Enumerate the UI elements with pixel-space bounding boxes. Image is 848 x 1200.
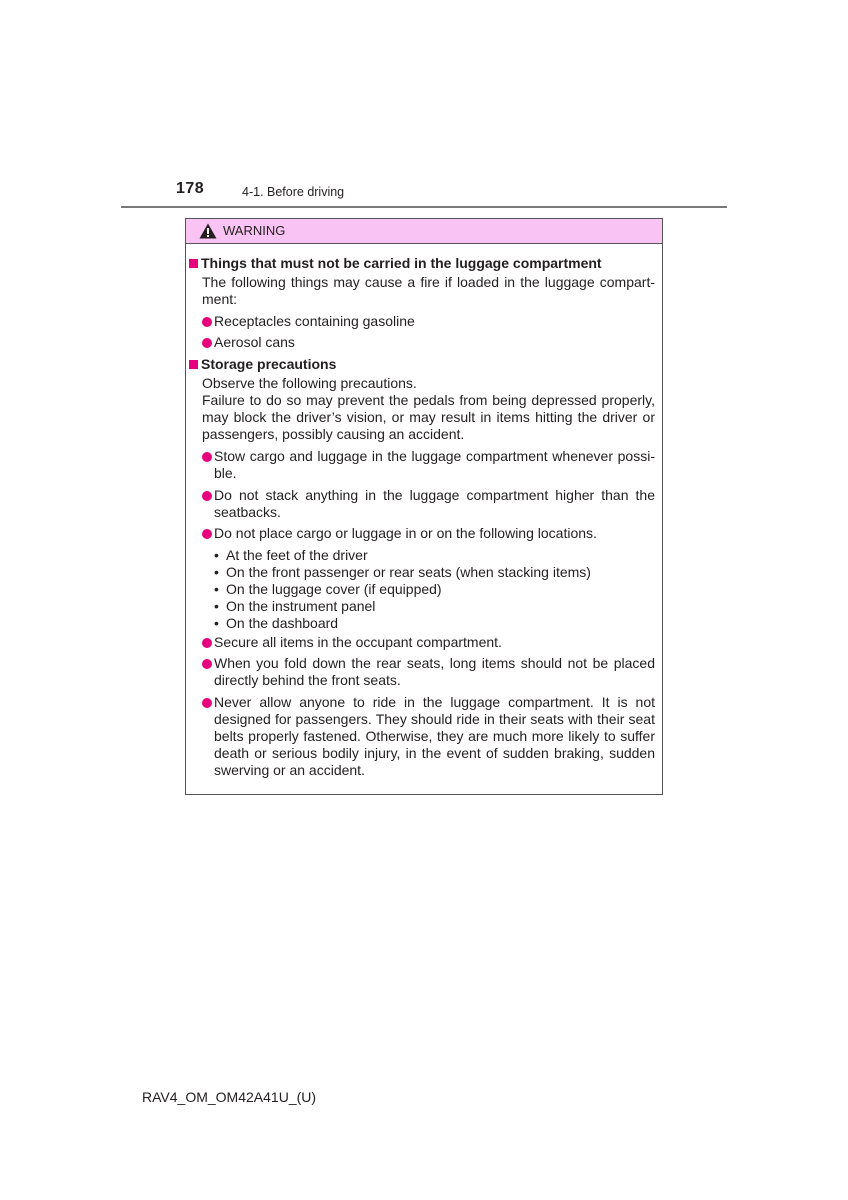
circle-bullet-icon [202,452,212,462]
paragraph-line: may block the driver’s vision, or may result in items hitting the driver or [202,409,655,425]
list-item [202,487,214,504]
list-item [202,525,597,542]
circle-bullet-icon [202,638,212,648]
sub-list-item: • At the feet of the driver [214,547,368,563]
list-item-text: Secure all items in the occupant compartment. [214,634,502,650]
list-item [202,655,214,672]
intro-line: ment: [202,291,238,307]
sub-list-item-text: On the luggage cover (if equipped) [226,581,442,597]
document-code: RAV4_OM_OM42A41U_(U) [142,1089,317,1105]
list-item [202,694,214,711]
list-item [202,448,214,465]
warning-triangle-icon [199,223,217,239]
list-item-text: designed for passengers. They should ride in their seats with their seat [214,711,655,727]
list-item [202,313,415,330]
warning-title: WARNING [223,223,286,238]
section-heading-text: Storage precautions [201,356,337,372]
sub-list-item: • On the luggage cover (if equipped) [214,581,442,597]
sub-list-item-text: On the instrument panel [226,598,376,614]
list-item-text: Do not stack anything in the luggage compartment higher than the [214,487,655,503]
sub-list-item: • On the front passenger or rear seats (when stacking items) [214,564,591,580]
circle-bullet-icon [202,698,212,708]
circle-bullet-icon [202,529,212,539]
intro-line: The following things may cause a fire if loaded in the luggage compart- [202,274,655,290]
paragraph-line: Observe the following precautions. [202,375,417,391]
list-item [202,334,295,351]
square-bullet-icon [189,259,198,268]
circle-bullet-icon [202,338,212,348]
paragraph-line: passengers, possibly causing an accident. [202,426,465,442]
circle-bullet-icon [202,317,212,327]
list-item-text: seatbacks. [214,504,281,520]
sub-list-item-text: On the front passenger or rear seats (when stacking items) [226,564,591,580]
sub-list-item-text: At the feet of the driver [226,547,368,563]
list-item-text: Aerosol cans [214,334,295,350]
page-number: 178 [176,180,205,197]
sub-list-item-text: On the dashboard [226,615,339,631]
header-divider [121,206,727,208]
list-item [202,634,502,651]
section-title: 4-1. Before driving [242,185,345,199]
circle-bullet-icon [202,659,212,669]
paragraph-line: Failure to do so may prevent the pedals from being depressed properly, [202,392,655,408]
list-item-text: Receptacles containing gasoline [214,313,415,329]
list-item-text: directly behind the front seats. [214,672,401,688]
warning-header [186,219,662,244]
section-heading-storage [189,356,336,373]
square-bullet-icon [189,360,198,369]
sub-list-item: • On the dashboard [214,615,339,631]
list-item-text: Do not place cargo or luggage in or on the following locations. [214,525,597,541]
section-heading-text: Things that must not be carried in the luggage compartment [201,255,602,271]
list-item-text: belts properly fastened. Otherwise, they are much more likely to suffer [214,728,655,744]
list-item-text: Never allow anyone to ride in the luggage compartment. It is not [214,694,655,710]
list-item-text: When you fold down the rear seats, long items should not be placed [214,655,655,671]
list-item-text: ble. [214,465,237,481]
list-item-text: Stow cargo and luggage in the luggage compartment whenever possi- [214,448,655,464]
list-item-text: death or serious bodily injury, in the event of sudden braking, sudden [214,745,655,761]
circle-bullet-icon [202,491,212,501]
sub-list-item: • On the instrument panel [214,598,376,614]
section-heading-luggage [189,255,602,272]
list-item-text: swerving or an accident. [214,762,365,778]
